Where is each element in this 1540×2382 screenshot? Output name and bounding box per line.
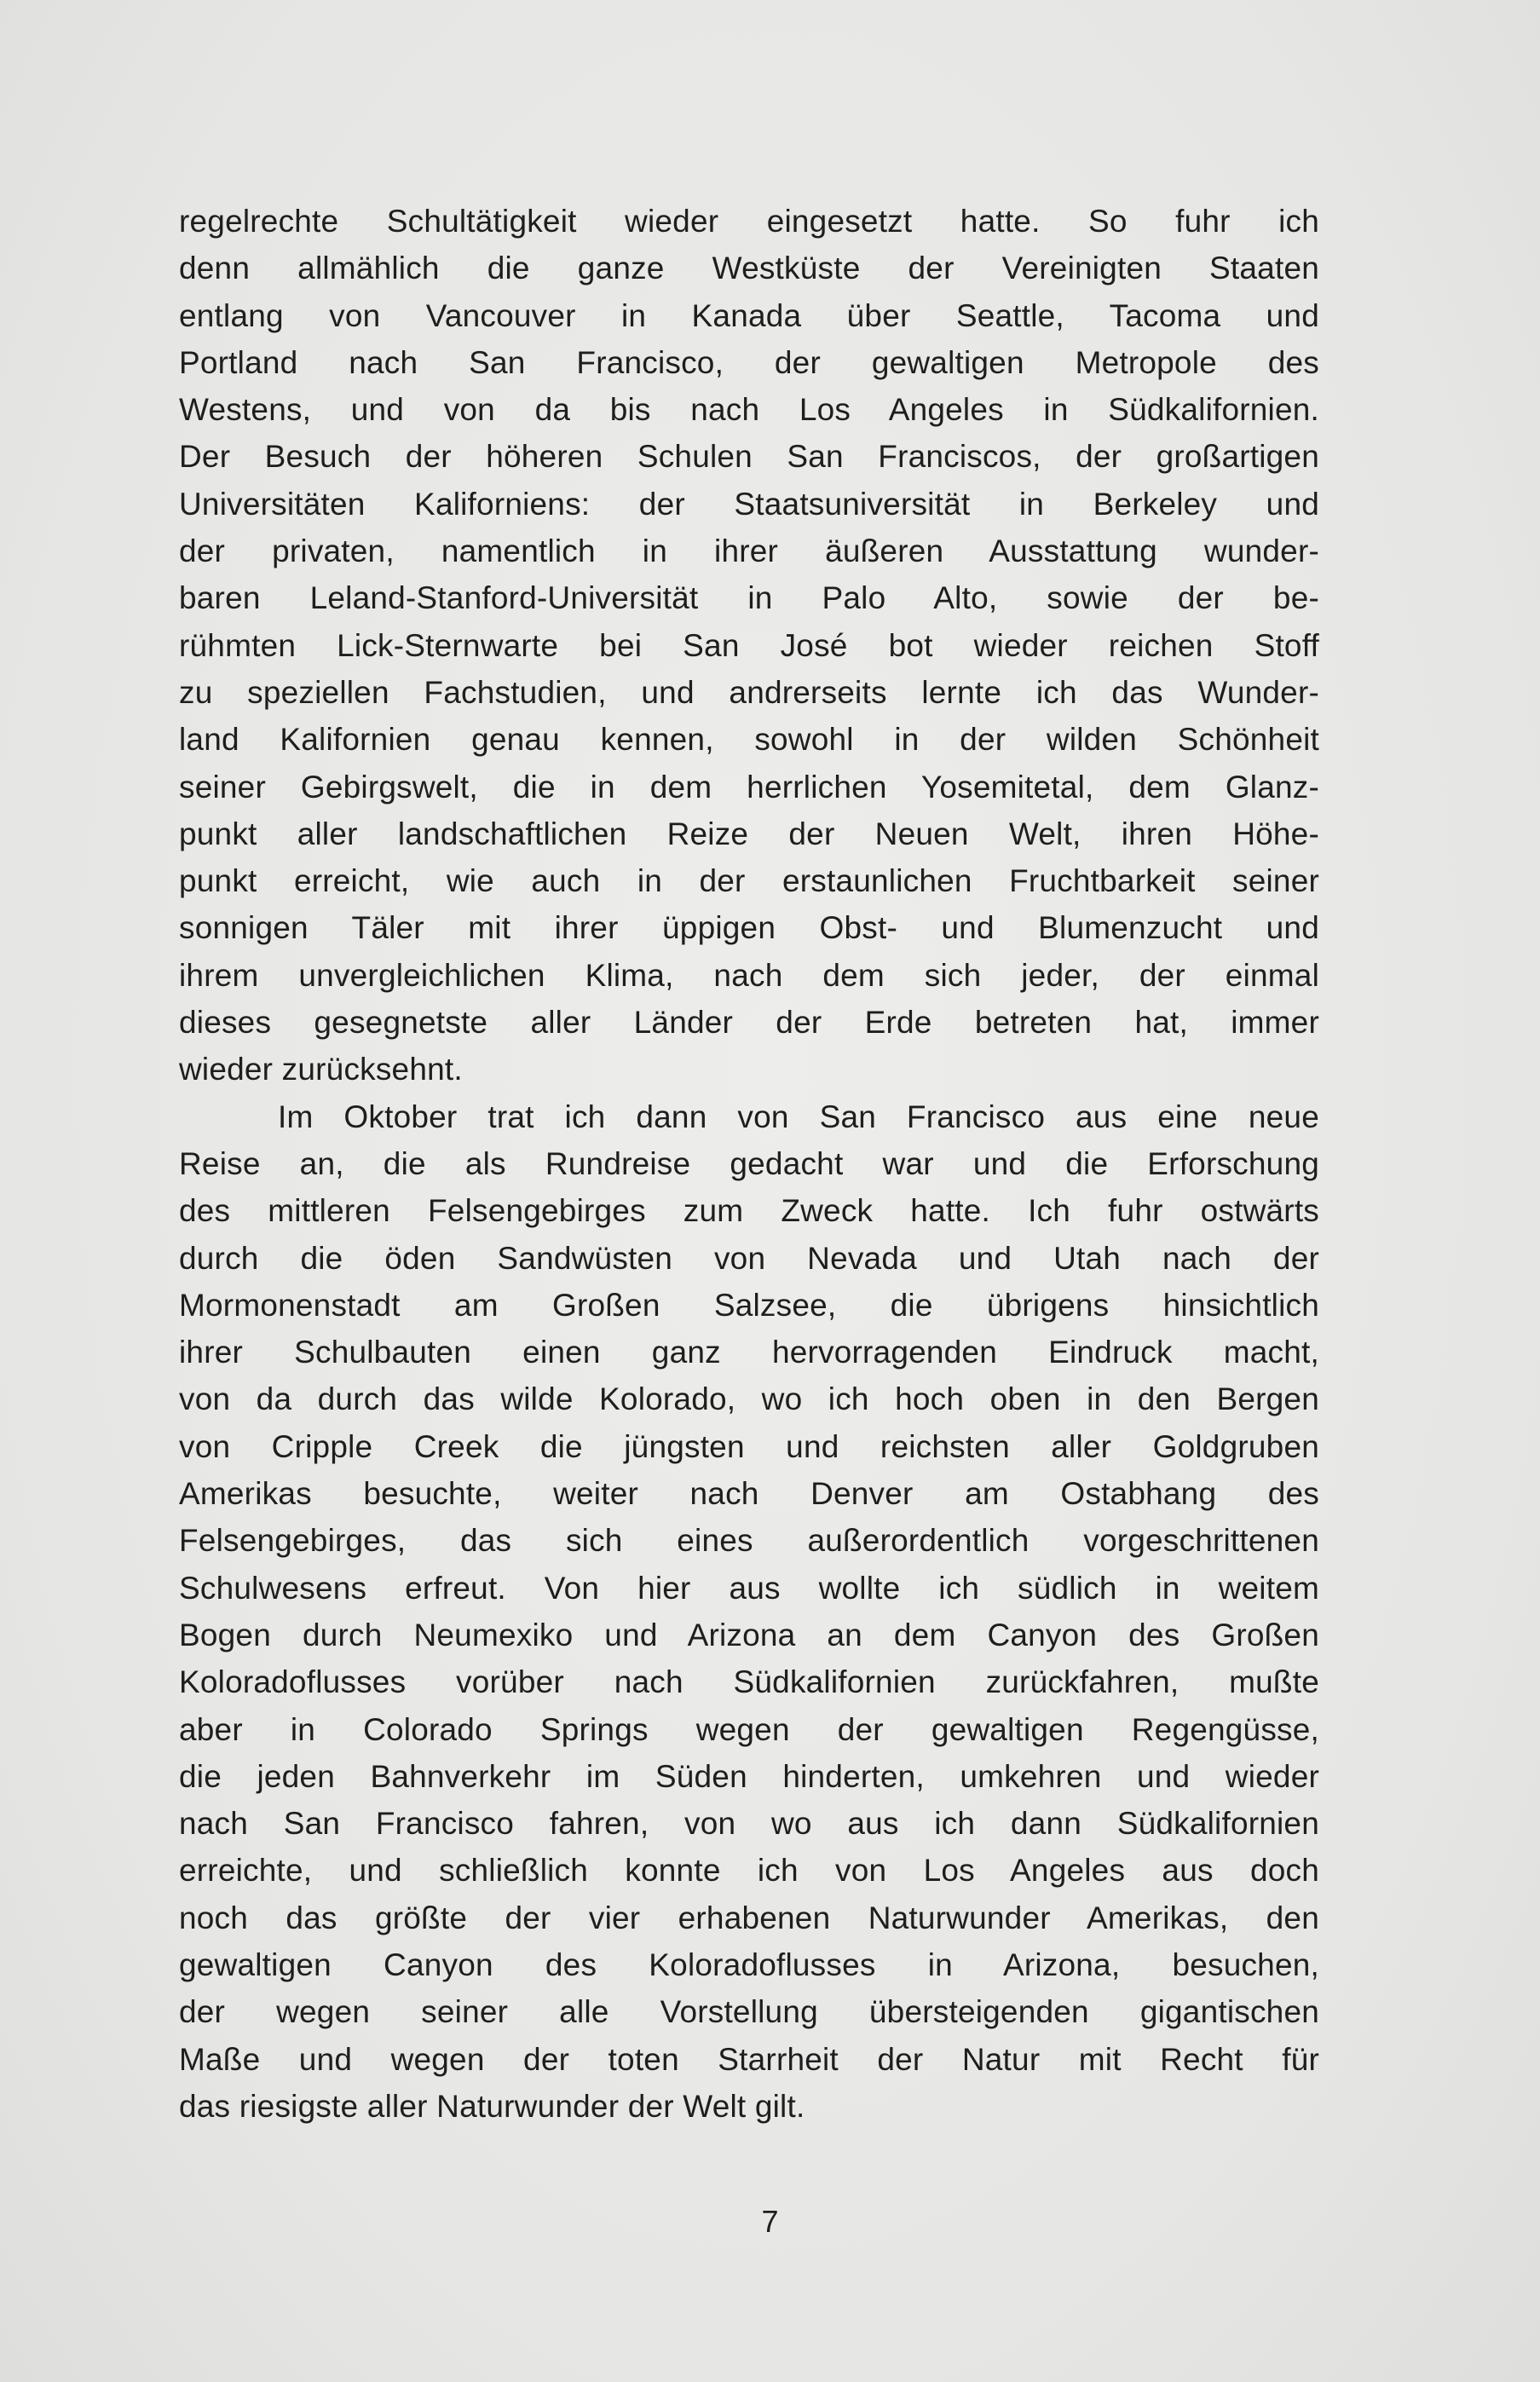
text-line: punkt aller landschaftlichen Reize der Neuen Welt, ihren Höhe- [179, 816, 1319, 851]
text-line: der wegen seiner alle Vorstellung übersteigenden gigantischen [179, 1994, 1319, 2030]
paragraph [179, 1093, 1319, 2131]
text-line: Koloradoflusses vorüber nach Südkalifornien zurückfahren, mußte [179, 1664, 1319, 1700]
text-line: Felsengebirges, das sich eines außerordentlich vorgeschrittenen [179, 1523, 1319, 1559]
page-number: 7 [761, 2204, 779, 2239]
text-line: Mormonenstadt am Großen Salzsee, die übrigens hinsichtlich [179, 1287, 1319, 1323]
text-line: Universitäten Kaliforniens: der Staatsuniversität in Berkeley und [179, 486, 1319, 522]
text-line: zu speziellen Fachstudien, und andrerseits lernte ich das Wunder- [179, 674, 1319, 710]
text-line: von Cripple Creek die jüngsten und reichsten aller Goldgruben [179, 1428, 1319, 1464]
text-line: das riesigste aller Naturwunder der Welt gilt. [179, 2088, 805, 2124]
text-line: wieder zurücksehnt. [179, 1052, 463, 1087]
text-line: des mittleren Felsengebirges zum Zweck hatte. Ich fuhr ostwärts [179, 1193, 1319, 1229]
text-line: die jeden Bahnverkehr im Süden hinderten, umkehren und wieder [179, 1758, 1319, 1794]
text-line: Westens, und von da bis nach Los Angeles in Südkalifornien. [179, 392, 1319, 428]
text-line: regelrechte Schultätigkeit wieder eingesetzt hatte. So fuhr ich [179, 204, 1319, 239]
text-line: der privaten, namentlich in ihrer äußeren Ausstattung wunder- [179, 533, 1319, 569]
text-line: land Kalifornien genau kennen, sowohl in der wilden Schönheit [179, 722, 1319, 758]
text-line: punkt erreicht, wie auch in der erstaunlichen Fruchtbarkeit seiner [179, 863, 1319, 899]
text-line: nach San Francisco fahren, von wo aus ich dann Südkalifornien [179, 1806, 1319, 1842]
text-line: ihrem unvergleichlichen Klima, nach dem sich jeder, der einmal [179, 957, 1319, 993]
text-line: von da durch das wilde Kolorado, wo ich hoch oben in den Bergen [179, 1381, 1319, 1417]
text-line: Reise an, die als Rundreise gedacht war und die Erforschung [179, 1145, 1319, 1181]
text-line: Portland nach San Francisco, der gewaltigen Metropole des [179, 344, 1319, 380]
body-text [179, 198, 1319, 2130]
text-line: entlang von Vancouver in Kanada über Seattle, Tacoma und [179, 297, 1319, 333]
text-line: baren Leland-Stanford-Universität in Palo Alto, sowie der be- [179, 580, 1319, 616]
text-line: Im Oktober trat ich dann von San Francisco aus eine neue [278, 1099, 1319, 1134]
text-line: denn allmählich die ganze Westküste der Vereinigten Staaten [179, 251, 1319, 286]
text-line: Bogen durch Neumexiko und Arizona an dem Canyon des Großen [179, 1617, 1319, 1652]
text-line: Der Besuch der höheren Schulen San Franciscos, der großartigen [179, 439, 1319, 475]
text-line: Schulwesens erfreut. Von hier aus wollte ich südlich in weitem [179, 1570, 1319, 1606]
paragraph [179, 198, 1319, 1093]
text-line: sonnigen Täler mit ihrer üppigen Obst- und Blumenzucht und [179, 910, 1319, 946]
text-line: seiner Gebirgswelt, die in dem herrlichen Yosemitetal, dem Glanz- [179, 769, 1319, 805]
text-line: gewaltigen Canyon des Koloradoflusses in Arizona, besuchen, [179, 1947, 1319, 1982]
text-line: noch das größte der vier erhabenen Naturwunder Amerikas, den [179, 1900, 1319, 1935]
text-line: dieses gesegnetste aller Länder der Erde betreten hat, immer [179, 1005, 1319, 1041]
text-line: durch die öden Sandwüsten von Nevada und Utah nach der [179, 1240, 1319, 1276]
text-line: rühmten Lick-Sternwarte bei San José bot wieder reichen Stoff [179, 627, 1319, 663]
text-line: Maße und wegen der toten Starrheit der Natur mit Recht für [179, 2041, 1319, 2077]
text-line: aber in Colorado Springs wegen der gewaltigen Regengüsse, [179, 1711, 1319, 1747]
text-line: erreichte, und schließlich konnte ich von Los Angeles aus doch [179, 1853, 1319, 1889]
text-line: Amerikas besuchte, weiter nach Denver am Ostabhang des [179, 1476, 1319, 1512]
text-line: ihrer Schulbauten einen ganz hervorragenden Eindruck macht, [179, 1335, 1319, 1370]
